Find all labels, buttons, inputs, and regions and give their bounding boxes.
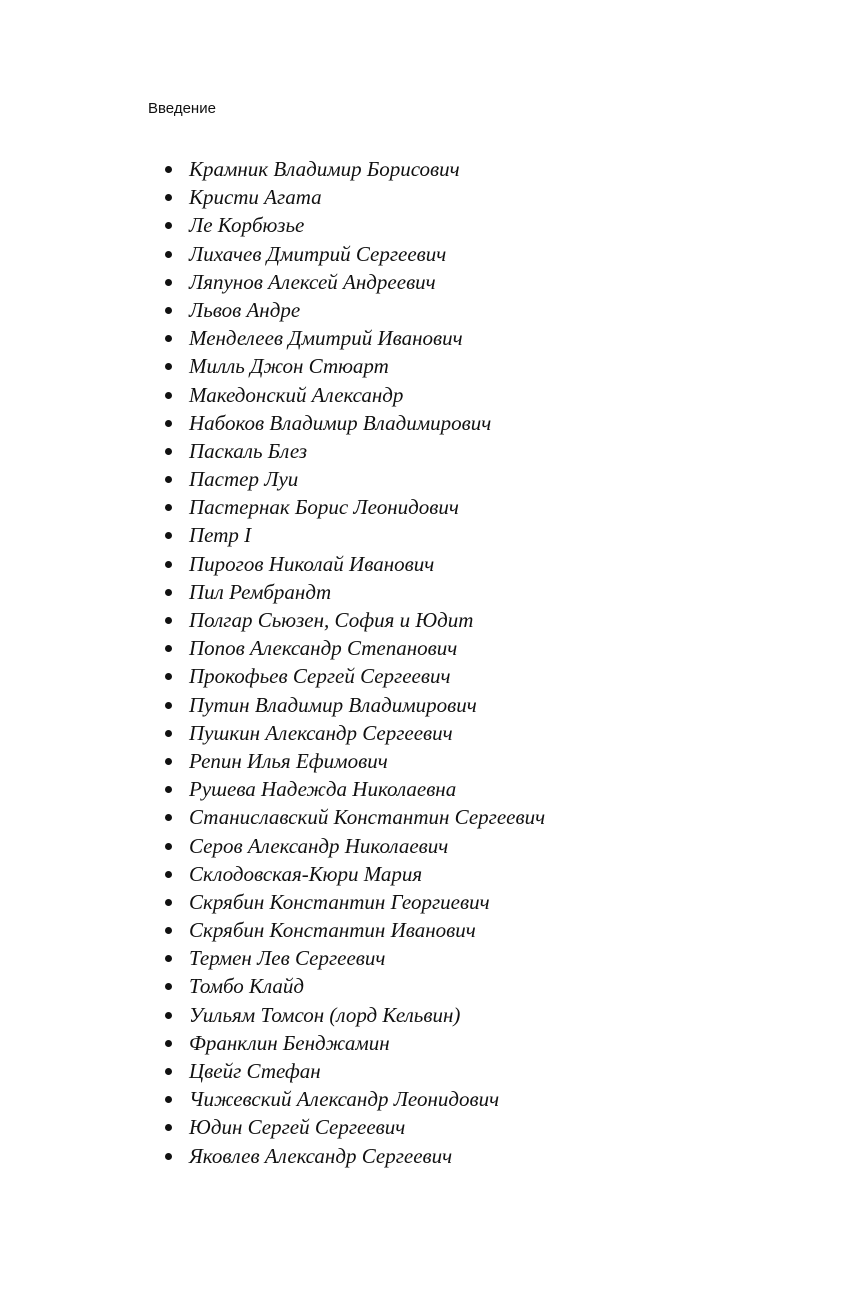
list-item-text: Паскаль Блез bbox=[189, 438, 308, 463]
list-item bbox=[165, 240, 545, 268]
list-item-text: Пирогов Николай Иванович bbox=[189, 551, 435, 576]
list-item bbox=[165, 944, 545, 972]
bullet-icon bbox=[165, 476, 172, 483]
list-item bbox=[165, 381, 545, 409]
list-item bbox=[165, 606, 545, 634]
list-item bbox=[165, 832, 545, 860]
bullet-icon bbox=[165, 363, 172, 370]
list-item bbox=[165, 972, 545, 1000]
bullet-icon bbox=[165, 1124, 172, 1131]
name-list bbox=[165, 155, 545, 1170]
bullet-icon bbox=[165, 251, 172, 258]
bullet-icon bbox=[165, 617, 172, 624]
list-item-text: Милль Джон Стюарт bbox=[189, 354, 389, 379]
list-item bbox=[165, 1113, 545, 1141]
bullet-icon bbox=[165, 589, 172, 596]
bullet-icon bbox=[165, 222, 172, 229]
bullet-icon bbox=[165, 448, 172, 455]
list-item bbox=[165, 521, 545, 549]
bullet-icon bbox=[165, 927, 172, 934]
list-item-text: Яковлев Александр Сергеевич bbox=[189, 1143, 453, 1168]
list-item bbox=[165, 550, 545, 578]
list-item bbox=[165, 1085, 545, 1113]
list-item bbox=[165, 183, 545, 211]
list-item bbox=[165, 268, 545, 296]
list-item bbox=[165, 691, 545, 719]
list-item bbox=[165, 155, 545, 183]
list-item-text: Пушкин Александр Сергеевич bbox=[189, 720, 453, 745]
list-item-text: Термен Лев Сергеевич bbox=[189, 946, 386, 971]
list-item bbox=[165, 860, 545, 888]
bullet-icon bbox=[165, 1040, 172, 1047]
bullet-icon bbox=[165, 758, 172, 765]
bullet-icon bbox=[165, 786, 172, 793]
list-item-text: Лихачев Дмитрий Сергеевич bbox=[189, 241, 447, 266]
list-item bbox=[165, 352, 545, 380]
list-item-text: Крамник Владимир Борисович bbox=[189, 157, 460, 181]
list-item-text: Станиславский Константин Сергеевич bbox=[189, 805, 546, 830]
bullet-icon bbox=[165, 1012, 172, 1019]
list-item-text: Уильям Томсон (лорд Кельвин) bbox=[189, 1002, 461, 1027]
bullet-icon bbox=[165, 645, 172, 652]
bullet-icon bbox=[165, 730, 172, 737]
list-item-text: Франклин Бенджамин bbox=[189, 1030, 390, 1055]
bullet-icon bbox=[165, 532, 172, 539]
bullet-icon bbox=[165, 307, 172, 314]
bullet-icon bbox=[165, 166, 172, 173]
list-item bbox=[165, 296, 545, 324]
list-item-text: Рушева Надежда Николаевна bbox=[189, 777, 457, 802]
list-item-text: Серов Александр Николаевич bbox=[189, 833, 449, 858]
list-item-text: Менделеев Дмитрий Иванович bbox=[189, 326, 463, 351]
list-item-text: Репин Илья Ефимович bbox=[189, 748, 388, 773]
bullet-icon bbox=[165, 561, 172, 568]
list-item bbox=[165, 578, 545, 606]
list-item-text: Скрябин Константин Иванович bbox=[189, 918, 476, 943]
list-item bbox=[165, 465, 545, 493]
list-item-text: Ляпунов Алексей Андреевич bbox=[189, 269, 436, 294]
bullet-icon bbox=[165, 871, 172, 878]
list-item-text: Чижевский Александр Леонидович bbox=[189, 1087, 500, 1112]
list-item-text: Попов Александр Степанович bbox=[189, 636, 458, 661]
list-item-text: Пастер Луи bbox=[189, 467, 299, 492]
list-item bbox=[165, 1142, 545, 1170]
list-item bbox=[165, 493, 545, 521]
running-head: Введение bbox=[148, 100, 216, 117]
list-item bbox=[165, 803, 545, 831]
list-item bbox=[165, 888, 545, 916]
list-item-text: Пастернак Борис Леонидович bbox=[189, 495, 459, 520]
list-item-text: Прокофьев Сергей Сергеевич bbox=[189, 664, 451, 689]
list-item bbox=[165, 211, 545, 239]
list-item-text: Скрябин Константин Георгиевич bbox=[189, 889, 490, 914]
bullet-icon bbox=[165, 504, 172, 511]
list-item-text: Македонский Александр bbox=[189, 382, 404, 407]
list-item bbox=[165, 634, 545, 662]
list-item-text: Полгар Сьюзен, София и Юдит bbox=[189, 608, 474, 632]
list-item-text: Кристи Агата bbox=[189, 185, 322, 210]
list-item bbox=[165, 1001, 545, 1029]
list-item bbox=[165, 747, 545, 775]
bullet-icon bbox=[165, 814, 172, 821]
list-item-text: Набоков Владимир Владимирович bbox=[189, 410, 492, 435]
list-item-text: Цвейг Стефан bbox=[189, 1059, 321, 1083]
list-item-text: Юдин Сергей Сергеевич bbox=[189, 1115, 406, 1140]
bullet-icon bbox=[165, 673, 172, 680]
bullet-icon bbox=[165, 843, 172, 850]
list-item bbox=[165, 437, 545, 465]
bullet-icon bbox=[165, 1153, 172, 1160]
list-item-text: Львов Андре bbox=[189, 297, 301, 322]
bullet-icon bbox=[165, 420, 172, 427]
list-item-text: Петр I bbox=[189, 523, 252, 548]
bullet-icon bbox=[165, 279, 172, 286]
list-item-text: Путин Владимир Владимирович bbox=[189, 692, 477, 717]
list-item bbox=[165, 719, 545, 747]
bullet-icon bbox=[165, 955, 172, 962]
list-item-text: Томбо Клайд bbox=[189, 974, 305, 999]
list-item bbox=[165, 409, 545, 437]
list-item bbox=[165, 1057, 545, 1085]
bullet-icon bbox=[165, 702, 172, 709]
list-item-text: Склодовская-Кюри Мария bbox=[189, 861, 423, 886]
bullet-icon bbox=[165, 194, 172, 201]
bullet-icon bbox=[165, 1068, 172, 1075]
bullet-icon bbox=[165, 1096, 172, 1103]
list-item-text: Ле Корбюзье bbox=[189, 213, 305, 238]
list-item-text: Пил Рембрандт bbox=[189, 579, 332, 604]
list-item bbox=[165, 324, 545, 352]
bullet-icon bbox=[165, 335, 172, 342]
bullet-icon bbox=[165, 392, 172, 399]
bullet-icon bbox=[165, 899, 172, 906]
list-item bbox=[165, 1029, 545, 1057]
list-item bbox=[165, 662, 545, 690]
list-item bbox=[165, 775, 545, 803]
list-item bbox=[165, 916, 545, 944]
bullet-icon bbox=[165, 983, 172, 990]
